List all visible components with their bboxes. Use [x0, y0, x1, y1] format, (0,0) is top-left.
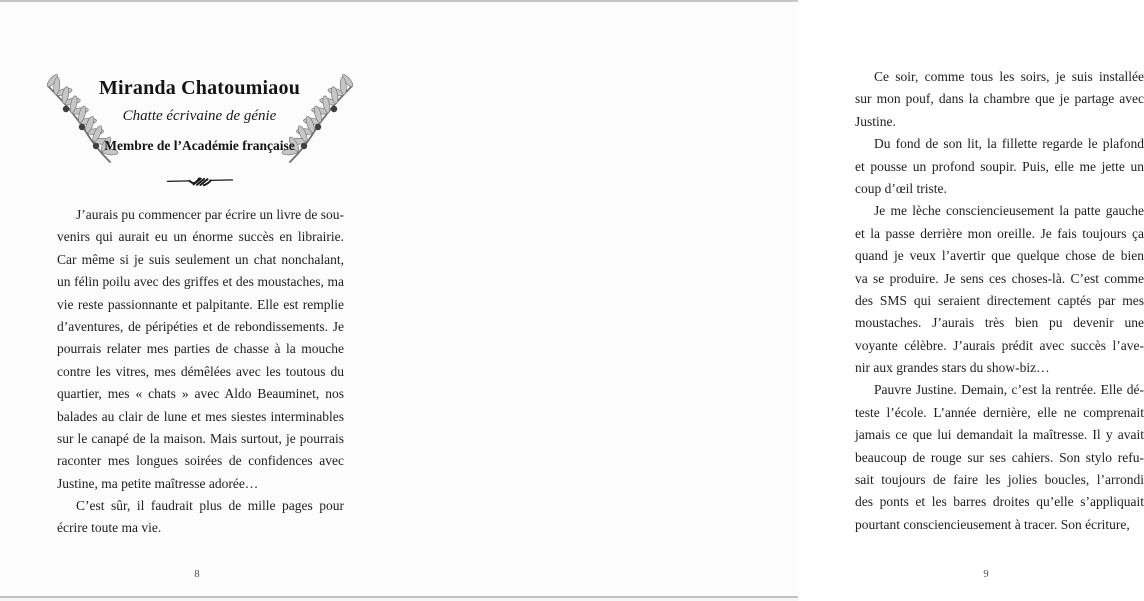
paragraph [57, 495, 344, 540]
text-line: quartier, mes « chats » avec Aldo Beauminet, nos [57, 386, 344, 402]
text-line: pourrais relater mes parties de chasse à la mouche [57, 341, 344, 357]
text-line: Justine. [855, 113, 896, 129]
text-line: nir aux grandes stars du show-biz… [855, 360, 1050, 376]
text-line: beaucoup de rouge sur ses cahiers. Son stylo refu- [855, 449, 1144, 465]
text-line: Je me lèche consciencieusement la patte gauche [874, 203, 1144, 219]
text-line: Du fond de son lit, la fillette regarde le plafond [874, 136, 1144, 152]
text-line: voyante célèbre. J’aurais prédit avec succès l’ave- [855, 337, 1144, 353]
paragraph [855, 66, 1144, 133]
right-page-body-text [855, 66, 1144, 536]
text-line: contre les vitres, mes démêlées avec les toutous du [57, 363, 344, 379]
text-line: Pauvre Justine. Demain, c’est la rentrée. Elle dé- [874, 382, 1144, 398]
text-line: d’aventures, de péripéties et de rebondissements. Je [57, 318, 344, 334]
text-line: moustaches. J’aurais très bien pu devenir une [855, 315, 1144, 331]
text-line: balades au clair de lune et mes siestes interminables [57, 408, 344, 424]
paragraph [57, 204, 344, 495]
text-line: va se produire. Je sens ces choses-là. C’est comme [855, 270, 1144, 286]
left-page-body-text [57, 204, 344, 540]
left-page [0, 0, 399, 601]
text-line: C’est sûr, il faudrait plus de mille pages pour [76, 498, 344, 514]
text-line: des ponts et les barres droites qu’elle s’appliquait [855, 494, 1144, 510]
text-line: teste l’école. L’année dernière, elle ne comprenait [855, 404, 1144, 420]
text-line: Ce soir, comme tous les soirs, je suis installée [874, 69, 1144, 84]
text-line: venirs qui aurait eu un énorme succès en librairie. [57, 229, 344, 245]
text-line: sait toujours de faire les jolies boucles, l’arrondi [855, 472, 1144, 488]
text-line: coup d’œil triste. [855, 180, 947, 196]
right-page [399, 0, 1144, 601]
text-line: et pousse un profond soupir. Puis, elle me jette un [855, 158, 1144, 174]
chapter-author-role: Chatte écrivaine de génie [122, 108, 277, 124]
page-number-left: 8 [194, 569, 200, 580]
text-line: pourtant consciencieusement à tracer. Son écriture, [855, 516, 1130, 532]
paragraph [855, 133, 1144, 200]
chapter-author-name: Miranda Chatoumiaou [98, 77, 301, 99]
text-line: un félin poilu avec des griffes et des moustaches, ma [57, 274, 344, 290]
text-line: écrire toute ma vie. [57, 520, 162, 536]
text-line: sur le canapé de la maison. Mais surtout, je pourrais [57, 430, 344, 446]
page-number-right: 9 [983, 569, 989, 580]
text-line: sur mon pouf, dans la chambre que je partage avec [855, 91, 1144, 107]
text-line: J’aurais pu commencer par écrire un livre de sou- [76, 207, 344, 222]
text-line: Car même si je suis seulement un chat nonchalant, [57, 251, 344, 267]
paragraph [855, 200, 1144, 379]
text-line: et la passe derrière mon oreille. Je fais toujours ça [855, 225, 1144, 241]
text-line: raconter mes longues soirées de confidences avec [57, 453, 344, 469]
text-line: vie reste passionnante et palpitante. Elle est remplie [57, 296, 344, 312]
text-line: des SMS qui seraient directement captés par mes [855, 292, 1144, 308]
paragraph [855, 379, 1144, 536]
rope-twist-divider-icon [166, 172, 234, 190]
text-line: jamais ce que lui demandait la maîtresse. Il y avait [855, 427, 1144, 443]
chapter-author-affiliation: Membre de l’Académie française [104, 138, 295, 153]
text-line: quand je veux l’avertir que quelque chose de bien [855, 248, 1144, 264]
text-line: Justine, ma petite maîtresse adorée… [57, 475, 259, 491]
